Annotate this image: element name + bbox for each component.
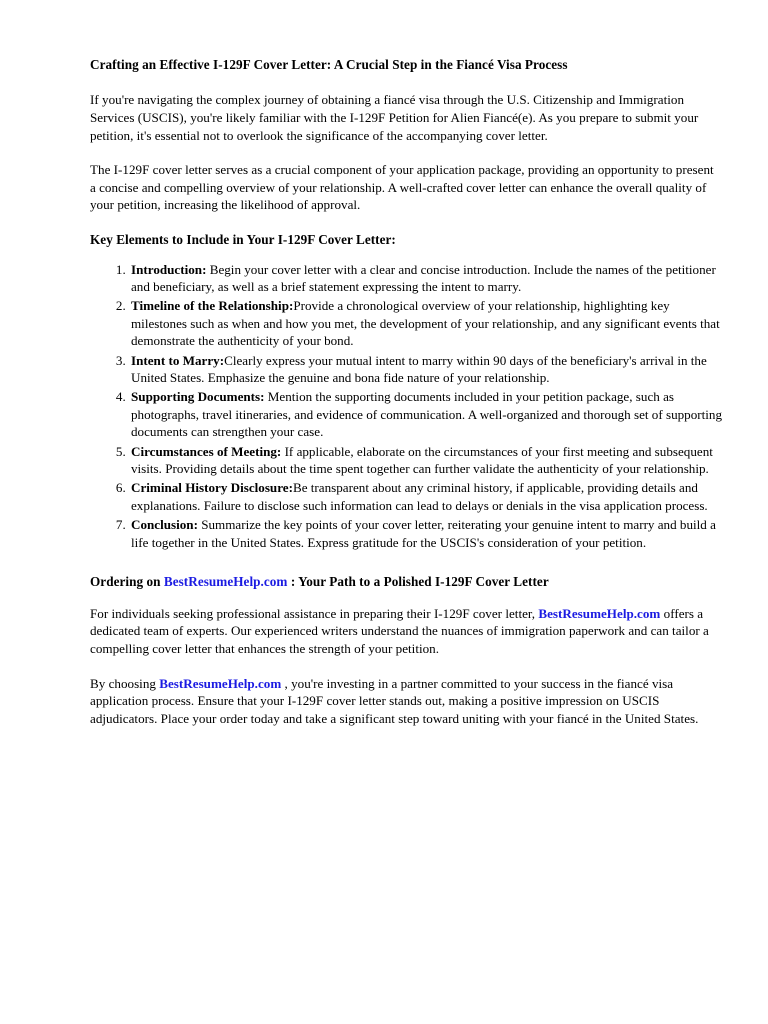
list-item — [129, 516, 722, 551]
brand-link[interactable]: BestResumeHelp.com — [163, 574, 288, 590]
intro-paragraph: If you're navigating the complex journey of obtaining a fiancé visa through the U.S. Citizenship and Immigration Services (USCIS), you're likely familiar with the I-129F Petition for Alien Fiancé(e). As you prepare to submit your petition, it's essential not to overlook the significance of the accompanying cover letter. — [90, 92, 699, 143]
list-item — [129, 388, 722, 441]
list-item-text: Clearly express your mutual intent to marry within 90 days of the beneficiary's arrival in the United States. Emphasize the genuine and bona fide nature of your relationship. — [131, 352, 707, 386]
list-item-lead: Intent to Marry: — [131, 352, 225, 368]
list-item-text: Summarize the key points of your cover letter, reiterating your genuine intent to marry and build a life together in the United States. Express gratitude for the USCIS's consideration of your petition. — [131, 517, 716, 550]
page-title: Crafting an Effective I-129F Cover Letter: A Crucial Step in the Fiancé Visa Process — [90, 57, 568, 72]
list-item — [129, 297, 722, 350]
list-item — [129, 443, 722, 478]
list-item-lead: Introduction: — [131, 261, 207, 277]
document-content — [90, 56, 722, 897]
list-item-lead: Conclusion: — [131, 517, 198, 533]
closing-paragraph-after: , you're investing in a partner committed to your success in the fiancé visa application process. Ensure that your I-129F cover letter stands out, making a positive impression on USCIS adjudicators. Place your order today and take a significant step toward uniting with your fiancé in the United States. — [90, 675, 699, 726]
ordering-paragraph — [90, 605, 722, 658]
overview-paragraph: The I-129F cover letter serves as a crucial component of your application package, providing an opportunity to present a concise and compelling overview of your relationship. A well-crafted cover letter can enhance the overall quality of your petition, increasing the likelihood of approval. — [90, 162, 714, 213]
ordering-heading — [90, 573, 722, 590]
list-item — [129, 352, 722, 387]
brand-link[interactable]: BestResumeHelp.com — [538, 605, 661, 621]
ordering-heading-prefix: Ordering on — [90, 574, 164, 590]
list-item — [129, 479, 722, 514]
list-item-lead: Supporting Documents: — [131, 389, 265, 405]
ordering-paragraph-after: offers a dedicated team of experts. Our experienced writers understand the nuances of immigration paperwork and can tailor a compelling cover letter that enhances the strength of your petition. — [90, 605, 709, 656]
ordering-paragraph-before: For individuals seeking professional assistance in preparing their I-129F cover letter, — [90, 605, 539, 621]
list-item-text: Provide a chronological overview of your relationship, highlighting key milestones such as when and how you met, the development of your relationship, and any significant events that demonstrate the authenticity of your bond. — [131, 298, 720, 349]
ordering-heading-suffix: : Your Path to a Polished I-129F Cover Letter — [287, 574, 549, 590]
closing-paragraph — [90, 675, 722, 728]
list-item-lead: Circumstances of Meeting: — [131, 443, 282, 459]
list-item-lead: Timeline of the Relationship: — [131, 298, 294, 314]
list-item — [129, 261, 722, 296]
list-item-text: If applicable, elaborate on the circumstances of your first meeting and subsequent visits. Providing details about the time spent together can further validate the authenticity of your relationship. — [131, 443, 713, 477]
brand-link[interactable]: BestResumeHelp.com — [159, 675, 282, 691]
list-item-text: Mention the supporting documents included in your petition package, such as photographs, travel itineraries, and evidence of communication. A well-organized and thorough set of supporting documents can strengthen your case. — [131, 389, 723, 440]
key-elements-heading: Key Elements to Include in Your I-129F Cover Letter: — [90, 232, 396, 248]
closing-paragraph-before: By choosing — [90, 675, 160, 691]
list-item-text: Begin your cover letter with a clear and concise introduction. Include the names of the petitioner and beneficiary, as well as a brief statement expressing the intent to marry. — [131, 261, 716, 295]
key-elements-list — [90, 261, 722, 552]
list-item-text: Be transparent about any criminal history, if applicable, providing details and explanations. Failure to disclose such information can lead to delays or denials in the visa application process. — [131, 480, 708, 513]
page-blank-area — [90, 727, 722, 897]
list-item-lead: Criminal History Disclosure: — [131, 480, 293, 496]
